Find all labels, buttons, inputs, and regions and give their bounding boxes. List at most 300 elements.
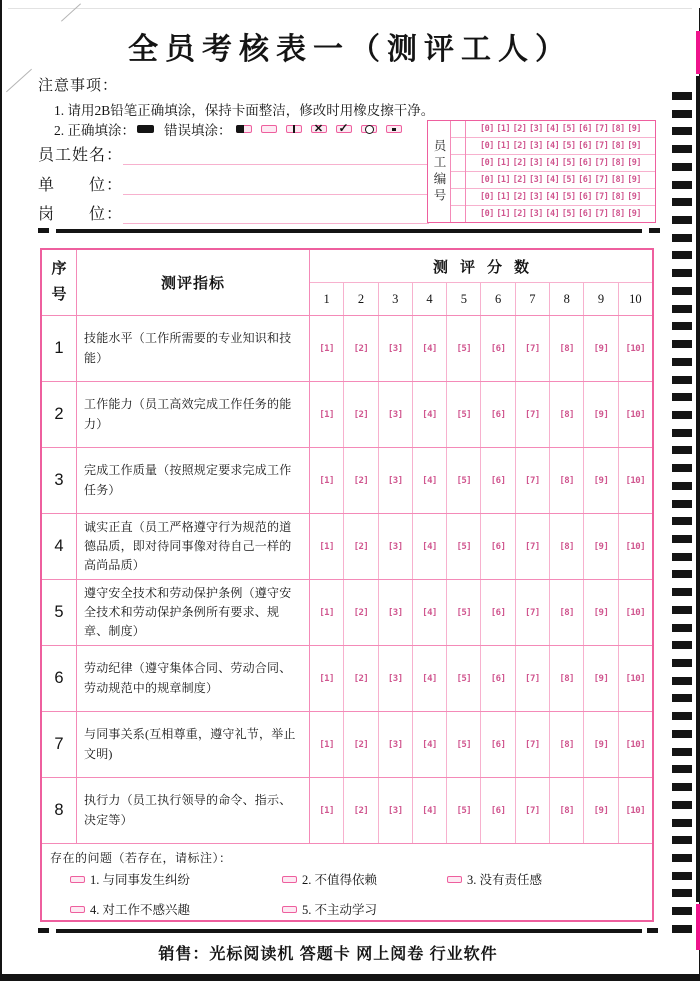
score-bubble-1[interactable]: [1] xyxy=(319,475,335,486)
emp-digit-bubble-3[interactable]: [3] xyxy=(529,175,543,185)
score-bubble-9[interactable]: [9] xyxy=(593,673,609,684)
score-bubble-cell[interactable] xyxy=(516,778,550,843)
emp-digit-bubble-2[interactable]: [2] xyxy=(512,192,527,202)
score-bubble-cell[interactable] xyxy=(481,382,515,447)
score-bubble-1[interactable]: [1] xyxy=(319,739,335,750)
emp-digit-bubble-6[interactable]: [6] xyxy=(578,209,592,219)
timing-mark xyxy=(672,340,692,348)
emp-digit-bubble-2[interactable]: [2] xyxy=(512,124,527,134)
emp-number-write-cell[interactable] xyxy=(451,121,465,138)
emp-digit-bubble-6[interactable]: [6] xyxy=(578,124,592,134)
score-bubble-cell[interactable] xyxy=(310,712,344,777)
emp-digit-bubble-7[interactable]: [7] xyxy=(594,175,609,185)
score-bubble-cell[interactable] xyxy=(413,712,447,777)
score-bubble-4[interactable]: [4] xyxy=(422,607,437,618)
score-bubble-cell[interactable] xyxy=(550,646,584,711)
problem-checkbox[interactable] xyxy=(70,906,85,913)
score-bubble-10[interactable]: [10] xyxy=(625,409,646,420)
score-bubble-8[interactable]: [8] xyxy=(559,673,575,684)
emp-digit-bubble-2[interactable]: [2] xyxy=(512,209,527,219)
timing-mark xyxy=(672,889,692,897)
score-bubble-3[interactable]: [3] xyxy=(387,541,403,552)
score-bubble-cell[interactable] xyxy=(379,712,413,777)
score-bubble-cell[interactable] xyxy=(344,580,378,645)
score-bubble-cell[interactable] xyxy=(447,778,481,843)
score-bubble-6[interactable]: [6] xyxy=(490,541,506,552)
score-bubble-5[interactable]: [5] xyxy=(456,541,472,552)
score-bubble-cell[interactable] xyxy=(516,646,550,711)
score-bubble-6[interactable]: [6] xyxy=(490,673,506,684)
score-bubble-cell[interactable] xyxy=(584,580,618,645)
score-bubble-cell[interactable] xyxy=(344,778,378,843)
emp-digit-bubble-8[interactable]: [8] xyxy=(610,141,625,151)
seq-column-header: 序号 xyxy=(42,250,77,315)
score-bubble-2[interactable]: [2] xyxy=(353,475,369,486)
timing-mark xyxy=(672,145,692,153)
score-bubble-cell[interactable] xyxy=(584,646,618,711)
score-bubble-1[interactable]: [1] xyxy=(319,805,335,816)
timing-mark xyxy=(672,765,692,773)
score-bubble-8[interactable]: [8] xyxy=(559,343,575,354)
score-bubble-cell[interactable] xyxy=(413,316,447,381)
score-bubble-cell[interactable] xyxy=(516,712,550,777)
score-bubble-6[interactable]: [6] xyxy=(490,805,506,816)
score-bubble-cell[interactable] xyxy=(413,514,447,579)
score-bubble-cell[interactable] xyxy=(379,316,413,381)
emp-digit-bubble-6[interactable]: [6] xyxy=(578,158,592,168)
score-bubble-2[interactable]: [2] xyxy=(353,805,369,816)
score-bubble-cell[interactable] xyxy=(310,580,344,645)
emp-digit-bubble-7[interactable]: [7] xyxy=(594,141,609,151)
score-bubble-2[interactable]: [2] xyxy=(353,343,369,354)
score-bubble-cell[interactable] xyxy=(447,382,481,447)
score-bubble-cell[interactable] xyxy=(379,382,413,447)
score-bubble-cell[interactable] xyxy=(447,580,481,645)
score-bubble-7[interactable]: [7] xyxy=(525,541,540,552)
score-bubble-cell[interactable] xyxy=(619,316,652,381)
score-bubble-cell[interactable] xyxy=(379,448,413,513)
cross-mark-icon xyxy=(311,125,327,133)
score-bubble-cell[interactable] xyxy=(619,778,652,843)
row-score-bubbles xyxy=(310,646,652,711)
emp-digit-bubble-1[interactable]: [1] xyxy=(496,124,511,134)
score-bubble-cell[interactable] xyxy=(310,778,344,843)
score-col-header-5: 5 xyxy=(447,283,481,315)
score-col-header-8: 8 xyxy=(550,283,584,315)
score-bubble-4[interactable]: [4] xyxy=(422,739,437,750)
score-bubble-cell[interactable] xyxy=(344,514,378,579)
score-bubble-cell[interactable] xyxy=(379,646,413,711)
problem-checkbox[interactable] xyxy=(70,876,85,883)
score-bubble-cell[interactable] xyxy=(619,580,652,645)
emp-number-write-cell[interactable] xyxy=(451,138,465,155)
emp-digit-bubble-0[interactable]: [0] xyxy=(479,209,494,219)
score-bubble-6[interactable]: [6] xyxy=(490,409,506,420)
score-bubble-cell[interactable] xyxy=(516,382,550,447)
score-bubble-4[interactable]: [4] xyxy=(422,343,437,354)
emp-digit-bubble-2[interactable]: [2] xyxy=(512,175,527,185)
timing-mark xyxy=(672,127,692,135)
table-header xyxy=(42,250,652,316)
score-bubble-3[interactable]: [3] xyxy=(387,409,403,420)
score-bubble-4[interactable]: [4] xyxy=(422,409,437,420)
score-bubble-cell[interactable] xyxy=(584,382,618,447)
score-bubble-7[interactable]: [7] xyxy=(525,739,540,750)
score-bubble-5[interactable]: [5] xyxy=(456,805,472,816)
score-bubble-3[interactable]: [3] xyxy=(387,739,403,750)
score-bubble-cell[interactable] xyxy=(344,712,378,777)
emp-number-write-cell[interactable] xyxy=(451,172,465,189)
timing-mark xyxy=(672,659,692,667)
score-bubble-2[interactable]: [2] xyxy=(353,607,369,618)
emp-digit-bubble-6[interactable]: [6] xyxy=(578,175,592,185)
timing-mark xyxy=(672,535,692,543)
emp-digit-bubble-5[interactable]: [5] xyxy=(561,192,576,202)
wrong-fill-label: 错误填涂： xyxy=(164,123,232,138)
problem-label: 1. 与同事发生纠纷 xyxy=(90,873,191,887)
score-bubble-cell[interactable] xyxy=(481,316,515,381)
score-bubble-cell[interactable] xyxy=(550,448,584,513)
score-bubble-cell[interactable] xyxy=(584,448,618,513)
score-bubble-cell[interactable] xyxy=(447,316,481,381)
emp-number-bubble-rows xyxy=(466,121,655,222)
score-bubble-cell[interactable] xyxy=(619,382,652,447)
table-row xyxy=(42,778,652,844)
score-bubble-3[interactable]: [3] xyxy=(387,475,403,486)
score-bubble-cell[interactable] xyxy=(344,316,378,381)
score-bubble-3[interactable]: [3] xyxy=(387,343,403,354)
table-row xyxy=(42,712,652,778)
emp-digit-bubble-1[interactable]: [1] xyxy=(496,141,511,151)
problem-checkbox[interactable] xyxy=(447,876,462,883)
score-bubble-1[interactable]: [1] xyxy=(319,541,335,552)
emp-digit-bubble-1[interactable]: [1] xyxy=(496,192,511,202)
score-bubble-10[interactable]: [10] xyxy=(625,673,646,684)
score-bubble-cell[interactable] xyxy=(550,514,584,579)
row-score-bubbles xyxy=(310,778,652,843)
score-bubble-5[interactable]: [5] xyxy=(456,673,472,684)
emp-digit-bubble-5[interactable]: [5] xyxy=(561,158,576,168)
score-bubble-cell[interactable] xyxy=(619,514,652,579)
emp-digit-bubble-2[interactable]: [2] xyxy=(512,141,527,151)
emp-digit-bubble-2[interactable]: [2] xyxy=(512,158,527,168)
problem-item xyxy=(70,870,190,888)
score-bubble-7[interactable]: [7] xyxy=(525,673,540,684)
score-col-header-9: 9 xyxy=(584,283,618,315)
emp-number-bubble-row xyxy=(466,172,655,189)
score-bubble-7[interactable]: [7] xyxy=(525,607,540,618)
score-bubble-cell[interactable] xyxy=(344,382,378,447)
evaluation-table xyxy=(40,248,654,922)
row-seq-number: 2 xyxy=(42,382,77,447)
score-bubble-cell[interactable] xyxy=(413,580,447,645)
score-bubble-10[interactable]: [10] xyxy=(625,739,646,750)
score-bubble-3[interactable]: [3] xyxy=(387,805,403,816)
score-bubble-cell[interactable] xyxy=(344,448,378,513)
score-bubble-10[interactable]: [10] xyxy=(625,541,646,552)
score-bubble-10[interactable]: [10] xyxy=(625,343,646,354)
timing-mark xyxy=(672,92,692,100)
check-mark-icon xyxy=(336,125,352,133)
emp-digit-bubble-1[interactable]: [1] xyxy=(496,209,511,219)
score-bubble-cell[interactable] xyxy=(379,778,413,843)
score-bubble-4[interactable]: [4] xyxy=(422,475,437,486)
score-bubble-cell[interactable] xyxy=(481,646,515,711)
score-bubble-10[interactable]: [10] xyxy=(625,805,646,816)
emp-digit-bubble-4[interactable]: [4] xyxy=(545,124,560,134)
score-bubble-3[interactable]: [3] xyxy=(387,607,403,618)
score-bubble-cell[interactable] xyxy=(481,580,515,645)
score-bubble-2[interactable]: [2] xyxy=(353,739,369,750)
score-bubble-7[interactable]: [7] xyxy=(525,409,540,420)
score-bubble-cell[interactable] xyxy=(447,646,481,711)
timing-mark xyxy=(672,464,692,472)
score-bubble-cell[interactable] xyxy=(447,712,481,777)
emp-digit-bubble-9[interactable]: [9] xyxy=(627,209,642,219)
row-indicator-text: 执行力（员工执行领导的命令、指示、决定等） xyxy=(77,778,310,843)
score-bubble-7[interactable]: [7] xyxy=(525,343,540,354)
emp-digit-bubble-4[interactable]: [4] xyxy=(545,141,560,151)
row-seq-number: 3 xyxy=(42,448,77,513)
score-bubble-5[interactable]: [5] xyxy=(456,475,472,486)
score-bubble-cell[interactable] xyxy=(310,646,344,711)
emp-digit-bubble-5[interactable]: [5] xyxy=(561,209,576,219)
emp-digit-bubble-7[interactable]: [7] xyxy=(594,124,609,134)
emp-number-write-cell[interactable] xyxy=(451,206,465,222)
emp-digit-bubble-8[interactable]: [8] xyxy=(610,158,625,168)
score-bubble-cell[interactable] xyxy=(481,514,515,579)
score-bubble-6[interactable]: [6] xyxy=(490,343,506,354)
empty-mark-icon xyxy=(261,125,277,133)
timing-mark xyxy=(672,801,692,809)
score-bubble-8[interactable]: [8] xyxy=(559,739,575,750)
emp-digit-bubble-3[interactable]: [3] xyxy=(529,209,543,219)
score-bubble-9[interactable]: [9] xyxy=(593,343,609,354)
emp-digit-bubble-7[interactable]: [7] xyxy=(594,209,609,219)
score-bubble-7[interactable]: [7] xyxy=(525,805,540,816)
timing-mark xyxy=(672,287,692,295)
emp-digit-bubble-7[interactable]: [7] xyxy=(594,158,609,168)
score-bubble-6[interactable]: [6] xyxy=(490,475,506,486)
score-bubble-cell[interactable] xyxy=(619,448,652,513)
score-bubble-cell[interactable] xyxy=(550,778,584,843)
row-seq-number: 1 xyxy=(42,316,77,381)
emp-digit-bubble-9[interactable]: [9] xyxy=(627,141,642,151)
score-bubble-9[interactable]: [9] xyxy=(593,475,609,486)
emp-digit-bubble-9[interactable]: [9] xyxy=(627,175,642,185)
emp-digit-bubble-4[interactable]: [4] xyxy=(545,175,560,185)
row-indicator-text: 与同事关系(互相尊重，遵守礼节，举止文明) xyxy=(77,712,310,777)
score-bubble-cell[interactable] xyxy=(447,514,481,579)
score-bubble-cell[interactable] xyxy=(550,316,584,381)
emp-digit-bubble-8[interactable]: [8] xyxy=(610,209,625,219)
emp-digit-bubble-9[interactable]: [9] xyxy=(627,192,642,202)
score-bubble-cell[interactable] xyxy=(584,778,618,843)
score-bubble-cell[interactable] xyxy=(310,316,344,381)
emp-digit-bubble-9[interactable]: [9] xyxy=(627,124,642,134)
row-indicator-text: 遵守安全技术和劳动保护条例（遵守安全技术和劳动保护条例所有要求、规章、制度） xyxy=(77,580,310,645)
score-bubble-1[interactable]: [1] xyxy=(319,607,335,618)
score-bubble-cell[interactable] xyxy=(344,646,378,711)
emp-digit-bubble-8[interactable]: [8] xyxy=(610,124,625,134)
score-bubble-cell[interactable] xyxy=(481,778,515,843)
score-bubble-2[interactable]: [2] xyxy=(353,541,369,552)
emp-digit-bubble-8[interactable]: [8] xyxy=(610,192,625,202)
emp-number-write-column xyxy=(451,121,466,222)
emp-digit-bubble-1[interactable]: [1] xyxy=(496,175,511,185)
score-bubble-4[interactable]: [4] xyxy=(422,541,437,552)
emp-number-write-cell[interactable] xyxy=(451,189,465,206)
corner-cut-artifact xyxy=(6,69,32,92)
row-indicator-text: 完成工作质量（按照规定要求完成工作任务） xyxy=(77,448,310,513)
score-bubble-5[interactable]: [5] xyxy=(456,343,472,354)
score-bubble-cell[interactable] xyxy=(413,778,447,843)
score-bubble-1[interactable]: [1] xyxy=(319,673,335,684)
score-bubble-cell[interactable] xyxy=(516,580,550,645)
score-bubble-cell[interactable] xyxy=(447,448,481,513)
score-bubble-6[interactable]: [6] xyxy=(490,607,506,618)
score-bubble-5[interactable]: [5] xyxy=(456,607,472,618)
emp-digit-bubble-9[interactable]: [9] xyxy=(627,158,642,168)
score-col-header-2: 2 xyxy=(344,283,378,315)
emp-digit-bubble-3[interactable]: [3] xyxy=(529,124,543,134)
score-bubble-10[interactable]: [10] xyxy=(625,475,646,486)
score-bubble-9[interactable]: [9] xyxy=(593,805,609,816)
problem-checkbox[interactable] xyxy=(282,906,297,913)
score-bubble-cell[interactable] xyxy=(481,712,515,777)
score-bubble-8[interactable]: [8] xyxy=(559,541,575,552)
score-bubble-cell[interactable] xyxy=(550,580,584,645)
problem-item xyxy=(70,900,190,918)
timing-mark xyxy=(672,624,692,632)
score-bubble-5[interactable]: [5] xyxy=(456,409,472,420)
score-bubble-cell[interactable] xyxy=(619,712,652,777)
emp-digit-bubble-3[interactable]: [3] xyxy=(529,158,543,168)
emp-digit-bubble-5[interactable]: [5] xyxy=(561,141,576,151)
emp-digit-bubble-4[interactable]: [4] xyxy=(545,158,560,168)
emp-digit-bubble-3[interactable]: [3] xyxy=(529,192,543,202)
score-bubble-cell[interactable] xyxy=(481,448,515,513)
post-input-line[interactable] xyxy=(123,204,429,224)
indicator-column-header: 测评指标 xyxy=(77,250,310,315)
score-bubble-cell[interactable] xyxy=(516,448,550,513)
score-bubble-4[interactable]: [4] xyxy=(422,805,437,816)
score-bubble-cell[interactable] xyxy=(550,712,584,777)
score-bubble-1[interactable]: [1] xyxy=(319,343,335,354)
score-bubble-cell[interactable] xyxy=(310,382,344,447)
score-bubble-10[interactable]: [10] xyxy=(625,607,646,618)
emp-digit-bubble-3[interactable]: [3] xyxy=(529,141,543,151)
score-bubble-5[interactable]: [5] xyxy=(456,739,472,750)
right-magenta-strip-top xyxy=(696,31,700,74)
emp-digit-bubble-0[interactable]: [0] xyxy=(479,158,494,168)
employee-name-input-line[interactable] xyxy=(123,145,429,165)
timing-mark xyxy=(672,181,692,189)
score-bubble-8[interactable]: [8] xyxy=(559,409,575,420)
center-line-mark-icon xyxy=(286,125,302,133)
problems-section xyxy=(42,844,652,920)
timing-mark xyxy=(672,854,692,862)
unit-input-line[interactable] xyxy=(123,175,429,195)
score-bubble-cell[interactable] xyxy=(379,514,413,579)
emp-digit-bubble-6[interactable]: [6] xyxy=(578,192,592,202)
score-bubble-6[interactable]: [6] xyxy=(490,739,506,750)
emp-digit-bubble-0[interactable]: [0] xyxy=(479,141,494,151)
emp-digit-bubble-5[interactable]: [5] xyxy=(561,124,576,134)
page-title: 全员考核表一（测评工人） xyxy=(128,33,572,66)
emp-digit-bubble-8[interactable]: [8] xyxy=(610,175,625,185)
timing-mark xyxy=(672,694,692,702)
problem-label: 5. 不主动学习 xyxy=(302,903,378,917)
problem-item xyxy=(282,870,377,888)
emp-number-write-cell[interactable] xyxy=(451,155,465,172)
score-bubble-cell[interactable] xyxy=(379,580,413,645)
score-bubble-9[interactable]: [9] xyxy=(593,409,609,420)
score-bubble-cell[interactable] xyxy=(550,382,584,447)
score-bubble-1[interactable]: [1] xyxy=(319,409,335,420)
score-bubble-8[interactable]: [8] xyxy=(559,475,575,486)
emp-digit-bubble-0[interactable]: [0] xyxy=(479,175,494,185)
timing-mark xyxy=(672,322,692,330)
emp-digit-bubble-4[interactable]: [4] xyxy=(545,192,560,202)
problem-checkbox[interactable] xyxy=(282,876,297,883)
score-col-header-6: 6 xyxy=(481,283,515,315)
score-bubble-9[interactable]: [9] xyxy=(593,541,609,552)
emp-digit-bubble-6[interactable]: [6] xyxy=(578,141,592,151)
score-bubble-cell[interactable] xyxy=(516,514,550,579)
score-bubble-cell[interactable] xyxy=(310,514,344,579)
score-bubble-cell[interactable] xyxy=(310,448,344,513)
table-row xyxy=(42,382,652,448)
employee-name-label: 员工姓名： xyxy=(38,147,124,164)
emp-digit-bubble-7[interactable]: [7] xyxy=(594,192,609,202)
emp-digit-bubble-1[interactable]: [1] xyxy=(496,158,511,168)
timing-mark xyxy=(672,216,692,224)
score-bubble-9[interactable]: [9] xyxy=(593,607,609,618)
score-bubble-2[interactable]: [2] xyxy=(353,673,369,684)
score-bubble-cell[interactable] xyxy=(413,382,447,447)
separator-line-bottom xyxy=(56,929,642,933)
row-seq-number: 5 xyxy=(42,580,77,645)
timing-mark xyxy=(672,446,692,454)
score-bubble-7[interactable]: [7] xyxy=(525,475,540,486)
score-bubble-cell[interactable] xyxy=(619,646,652,711)
score-bubble-cell[interactable] xyxy=(413,646,447,711)
score-bubble-cell[interactable] xyxy=(584,316,618,381)
score-bubble-cell[interactable] xyxy=(584,514,618,579)
score-bubble-9[interactable]: [9] xyxy=(593,739,609,750)
timing-mark xyxy=(672,393,692,401)
score-bubble-cell[interactable] xyxy=(584,712,618,777)
emp-number-bubble-row xyxy=(466,121,655,138)
emp-digit-bubble-5[interactable]: [5] xyxy=(561,175,576,185)
score-bubble-8[interactable]: [8] xyxy=(559,607,575,618)
emp-number-bubble-row xyxy=(466,206,655,222)
score-bubble-cell[interactable] xyxy=(516,316,550,381)
timing-mark xyxy=(672,376,692,384)
emp-digit-bubble-0[interactable]: [0] xyxy=(479,192,494,202)
score-bubble-3[interactable]: [3] xyxy=(387,673,403,684)
score-bubble-4[interactable]: [4] xyxy=(422,673,437,684)
timing-mark xyxy=(672,819,692,827)
timing-mark xyxy=(672,482,692,490)
score-bubble-8[interactable]: [8] xyxy=(559,805,575,816)
score-bubble-2[interactable]: [2] xyxy=(353,409,369,420)
emp-digit-bubble-0[interactable]: [0] xyxy=(479,124,494,134)
score-bubble-cell[interactable] xyxy=(413,448,447,513)
timing-mark xyxy=(672,305,692,313)
emp-digit-bubble-4[interactable]: [4] xyxy=(545,209,560,219)
